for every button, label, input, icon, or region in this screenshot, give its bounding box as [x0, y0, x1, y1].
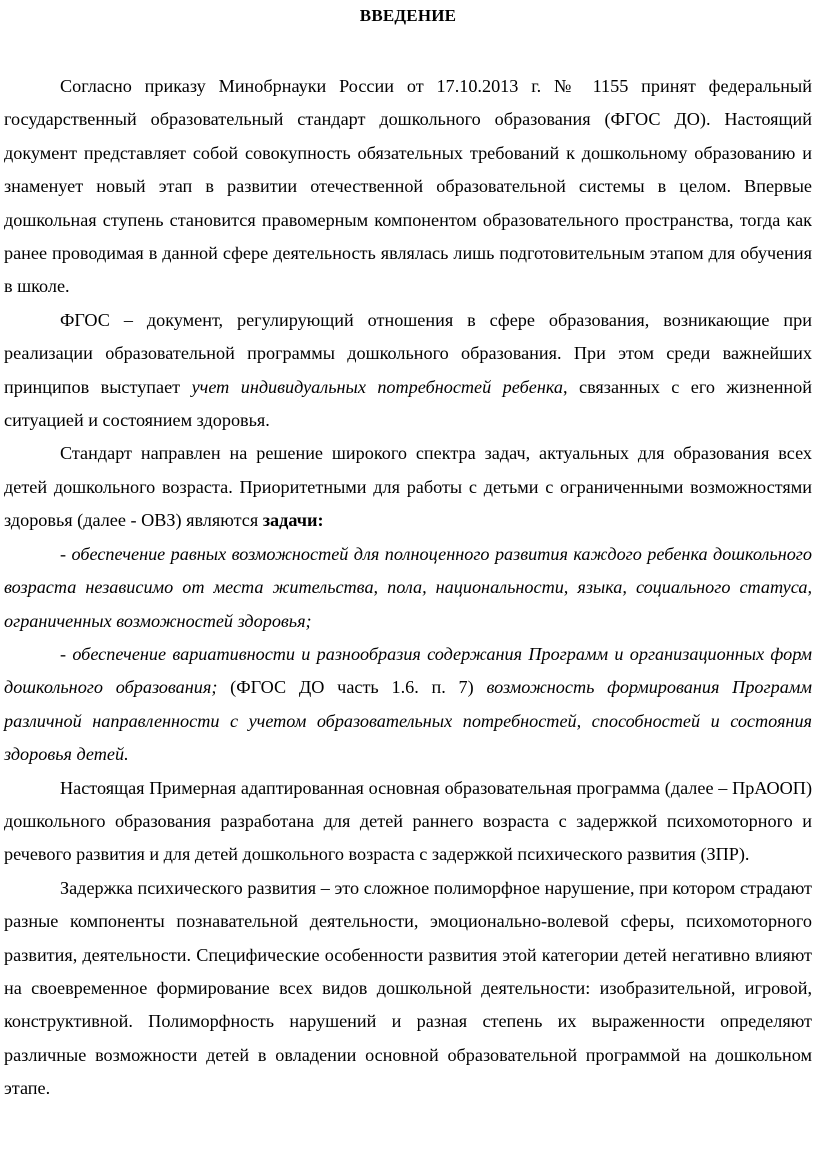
list-item-equal-opportunities-text: обеспечение равных возможностей для полноценного развития каждого ребенка дошкольного возраста независимо от места жительства, пола, национальности, языка, социального статуса, ограниченных возможностей здоровья;: [4, 543, 813, 631]
document-title: ВВЕДЕНИЕ: [359, 6, 457, 25]
paragraph-zpr-description: Задержка психического развития – это сложное полиморфное нарушение, при котором страдают разные компоненты познавательной деятельности, эмоционально-волевой сферы, психомоторного развития, деятельности. Специфические особенности развития этой категории детей негативно влияют на своевременное формирование всех видов дошкольной деятельности: изобразительной, игровой, конструктивной. Полиморфность нарушений и разная степень их выраженности определяют различные возможности детей в овладении основной образовательной программой на дошкольном этапе.: [4, 877, 812, 1099]
list-item-equal-opportunities: [4, 538, 812, 638]
paragraph-fgos-definition-start: ФГОС – документ, регулирующий отношения в сфере образования, возникающие при реализации образовательной программы дошкольного образования. При этом среди важнейших принципов выступает: [4, 309, 812, 397]
list-item-variability: [4, 638, 812, 772]
paragraph-program-description: Настоящая Примерная адаптированная основная образовательная программа (далее – ПрАООП) дошкольного образования разработана для детей раннего возраста с задержкой психомоторного и речевого развития и для детей дошкольного возраста с задержкой психического развития (ЗПР).: [4, 777, 812, 865]
list-item-dash: -: [60, 543, 72, 564]
paragraph-standard-tasks-bold: задачи:: [262, 510, 324, 531]
paragraph-fgos-definition-italic: учет индивидуальных потребностей ребенка: [191, 376, 563, 397]
paragraph-fgos-definition-end: , связанных с его жизненной ситуацией и состоянием здоровья.: [4, 376, 812, 431]
paragraph-fgos-definition: [4, 304, 812, 438]
paragraph-standard-tasks-start: Стандарт направлен на решение широкого спектра задач, актуальных для образования всех детей дошкольного возраста. Приоритетными для работы с детьми с ограниченными возможностями здоровья (далее - ОВЗ) являются: [4, 443, 812, 531]
paragraph-fgos-order: Согласно приказу Минобрнауки России от 17.10.2013 г. № 1155 принят федеральный государственный образовательный стандарт дошкольного образования (ФГОС ДО). Настоящий документ представляет собой совокупность обязательных требований к дошкольному образованию и знаменует новый этап в развитии отечественной образовательной системы в целом. Впервые дошкольная ступень становится правомерным компонентом образовательного пространства, тогда как ранее проводимая в данной сфере деятельность являлась лишь подготовительным этапом для обучения в школе.: [4, 76, 812, 297]
list-item-variability-reference: (ФГОС ДО часть 1.6. п. 7): [217, 677, 487, 698]
list-item-variability-italic-end: возможность формирования Программ различной направленности с учетом образовательных потребностей, способностей и состояния здоровья детей.: [4, 677, 812, 765]
paragraph-standard-tasks: [4, 437, 812, 537]
list-item-variability-italic: - обеспечение вариативности и разнообразия содержания Программ и организационных форм дошкольного образования;: [4, 643, 812, 698]
